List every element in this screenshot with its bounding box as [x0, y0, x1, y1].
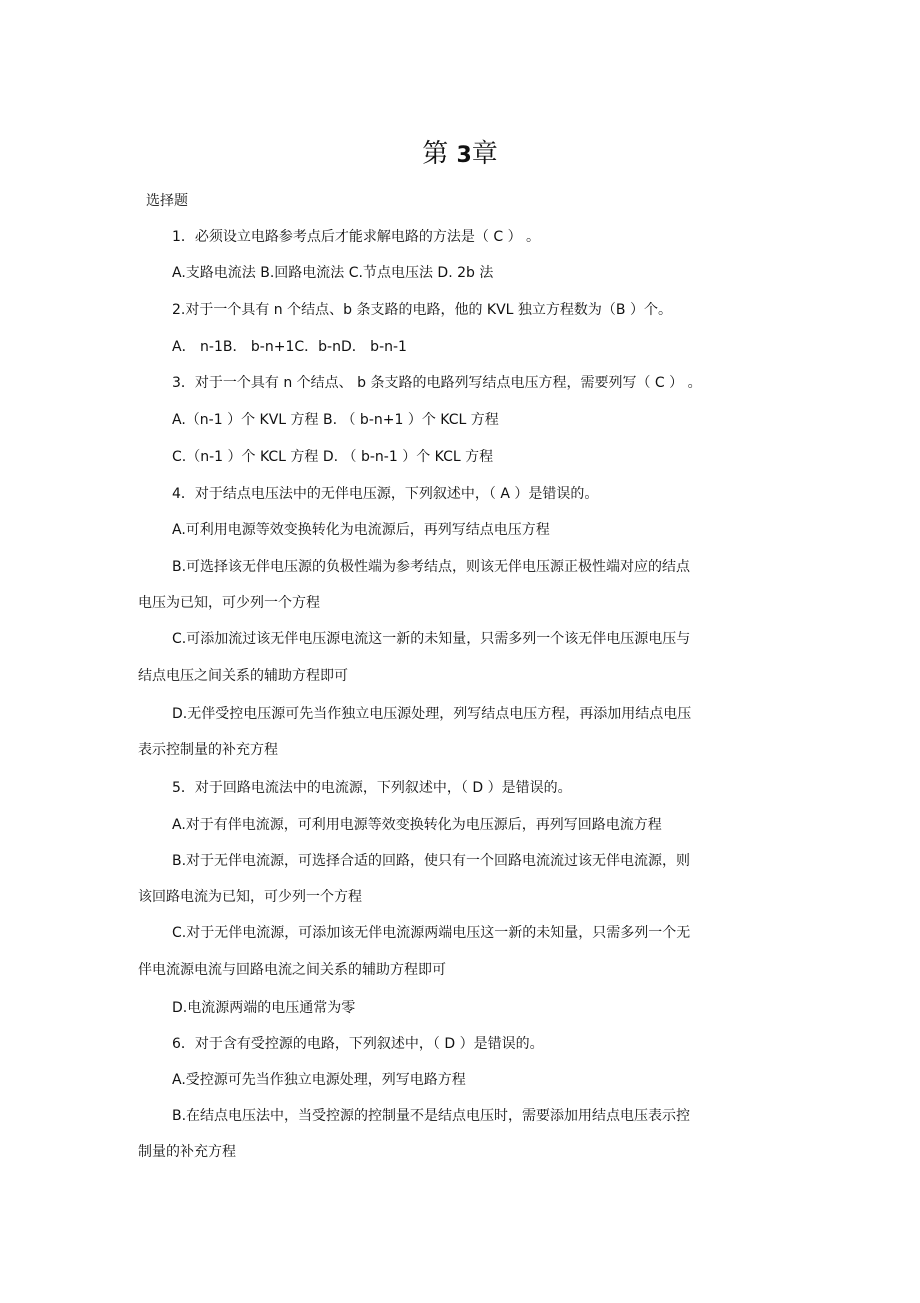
chapter-number: 3 [456, 143, 472, 168]
question-4: 4．对于结点电压法中的无伴电压源，下列叙述中，（ A ）是错误的。 [172, 486, 599, 502]
question-4-option-d: D.无伴受控电压源可先当作独立电压源处理，列写结点电压方程，再添加用结点电压 [172, 706, 692, 722]
chapter-title-prefix: 第 [422, 139, 449, 169]
question-2-options: A． n-1B． b-n+1C．b-nD． b-n-1 [172, 339, 407, 355]
question-5-option-c-cont: 伴电流源电流与回路电流之间关系的辅助方程即可 [138, 962, 446, 978]
question-4-option-b-cont: 电压为已知，可少列一个方程 [138, 595, 320, 611]
question-4-option-c: C.可添加流过该无伴电压源电流这一新的未知量，只需多列一个该无伴电压源电压与 [172, 631, 691, 647]
question-4-option-c-cont: 结点电压之间关系的辅助方程即可 [138, 668, 348, 684]
question-6: 6．对于含有受控源的电路，下列叙述中，（ D ）是错误的。 [172, 1036, 544, 1052]
question-4-option-b: B.可选择该无伴电压源的负极性端为参考结点，则该无伴电压源正极性端对应的结点 [172, 559, 691, 575]
question-1: 1．必须设立电路参考点后才能求解电路的方法是（ C ） 。 [172, 229, 541, 245]
question-4-option-d-cont: 表示控制量的补充方程 [138, 742, 278, 758]
question-5-option-c: C.对于无伴电流源，可添加该无伴电流源两端电压这一新的未知量，只需多列一个无 [172, 925, 691, 941]
question-2: 2.对于一个具有 n 个结点、b 条支路的电路，他的 KVL 独立方程数为（B ）个。 [172, 302, 672, 318]
question-5-option-a: A.对于有伴电流源，可利用电源等效变换转化为电压源后，再列写回路电流方程 [172, 817, 662, 833]
section-heading: 选择题 [146, 193, 188, 209]
question-6-option-b: B.在结点电压法中，当受控源的控制量不是结点电压时，需要添加用结点电压表示控 [172, 1108, 691, 1124]
question-6-option-b-cont: 制量的补充方程 [138, 1144, 236, 1160]
question-6-option-a: A.受控源可先当作独立电源处理，列写电路方程 [172, 1072, 466, 1088]
question-3-option-ab: A.（n-1 ）个 KVL 方程 B. （ b-n+1 ）个 KCL 方程 [172, 412, 499, 428]
question-5: 5．对于回路电流法中的电流源，下列叙述中，（ D ）是错误的。 [172, 780, 572, 796]
question-1-options: A.支路电流法 B.回路电流法 C.节点电压法 D. 2b 法 [172, 265, 494, 281]
question-5-option-d: D.电流源两端的电压通常为零 [172, 1000, 356, 1016]
chapter-title [0, 136, 920, 174]
question-5-option-b: B.对于无伴电流源，可选择合适的回路，使只有一个回路电流流过该无伴电流源，则 [172, 853, 691, 869]
question-4-option-a: A.可利用电源等效变换转化为电流源后，再列写结点电压方程 [172, 522, 550, 538]
question-3-option-cd: C.（n-1 ）个 KCL 方程 D. （ b-n-1 ）个 KCL 方程 [172, 449, 494, 465]
question-3: 3．对于一个具有 n 个结点、 b 条支路的电路列写结点电压方程，需要列写（ C ） 。 [172, 375, 702, 391]
chapter-title-suffix: 章 [471, 139, 498, 169]
question-5-option-b-cont: 该回路电流为已知，可少列一个方程 [138, 889, 362, 905]
